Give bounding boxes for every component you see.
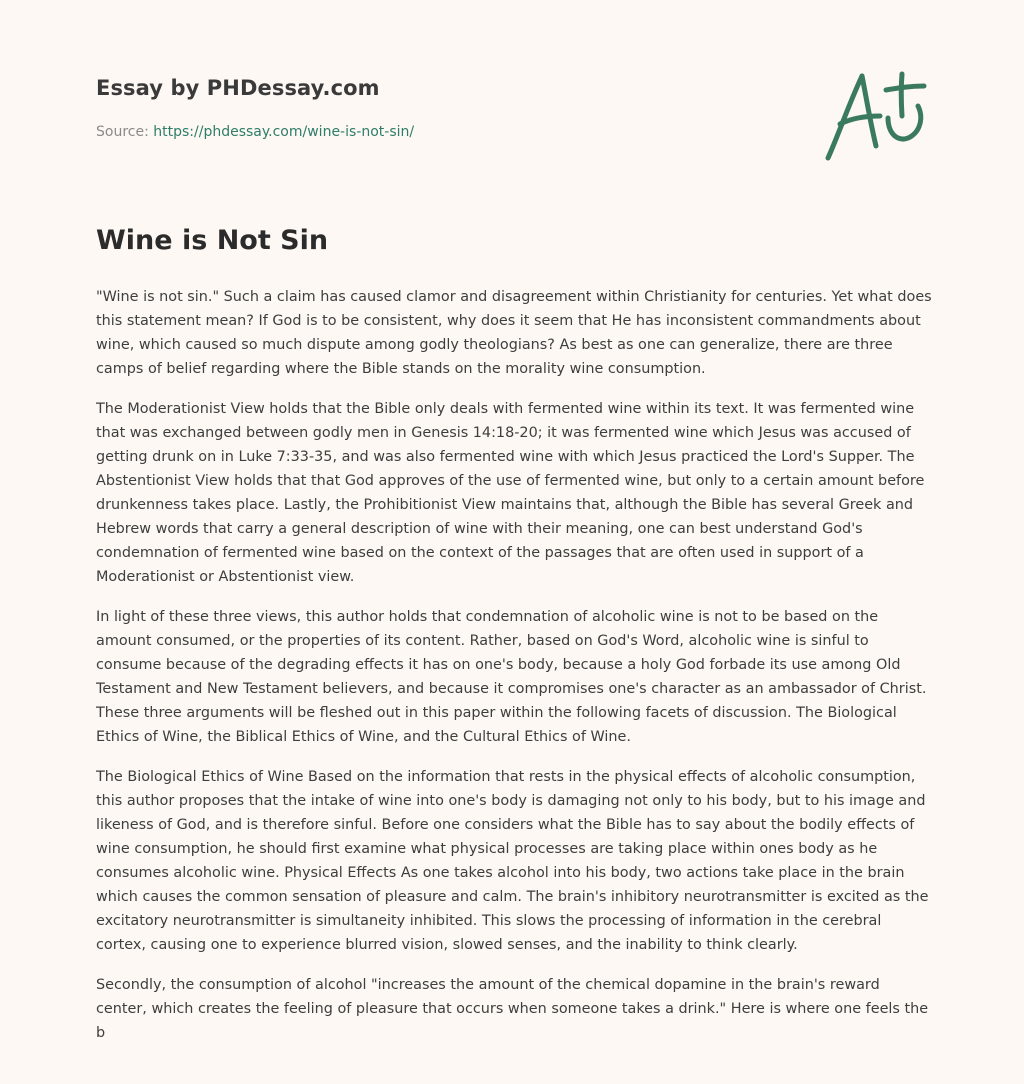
paragraph: The Moderationist View holds that the Bible only deals with fermented wine within its text. It was fermented wine that was exchanged between godly men in Genesis 14:18-20; it was fermented wine which Jesus was accused of getting drunk on in Luke 7:33-35, and was also fermented wine with which Jesus practiced the Lord's Supper. The Abstentionist View holds that that God approves of the use of fermented wine, but only to a certain amount before drunkenness takes place. Lastly, the Prohibitionist View maintains that, although the Bible has several Greek and Hebrew words that carry a general description of wine with their meaning, one can best understand God's condemnation of fermented wine based on the context of the passages that are often used in support of a Moderationist or Abstentionist view. xyxy=(96,401,925,585)
document-title: Wine is Not Sin xyxy=(96,225,329,256)
site-title: Essay by PHDessay.com xyxy=(96,76,380,100)
source-link[interactable]: https://phdessay.com/wine-is-not-sin/ xyxy=(153,124,415,140)
document-body xyxy=(96,285,932,1061)
source-line xyxy=(96,124,414,140)
logo-plus-vertical xyxy=(901,74,902,116)
a-plus-grade-logo xyxy=(818,66,930,166)
logo-plus-horizontal xyxy=(886,86,924,90)
paragraph: "Wine is not sin." Such a claim has caused clamor and disagreement within Christianity for centuries. Yet what does this statement mean? If God is to be consistent, why does it seem that He has inconsistent commandments about wine, which caused so much dispute among godly theologians? As best as one can generalize, there are three camps of belief regarding where the Bible stands on the morality wine consumption. xyxy=(96,289,932,377)
logo-plus-curl xyxy=(888,106,921,139)
paragraph: In light of these three views, this author holds that condemnation of alcoholic wine is not to be based on the amount consumed, or the properties of its content. Rather, based on God's Word, alcoholic wine is sinful to consume because of the degrading effects it has on one's body, because a holy God forbade its use among Old Testament and New Testament believers, and because it compromises one's character as an ambassador of Christ. These three arguments will be fleshed out in this paper within the following facets of discussion. The Biological Ethics of Wine, the Biblical Ethics of Wine, and the Cultural Ethics of Wine. xyxy=(96,609,927,745)
paragraph: The Biological Ethics of Wine Based on the information that rests in the physical effects of alcoholic consumption, this author proposes that the intake of wine into one's body is damaging not only to his body, but to his image and likeness of God, and is therefore sinful. Before one considers what the Bible has to say about the bodily effects of wine consumption, he should first examine what physical processes are taking place within ones body as he consumes alcoholic wine. Physical Effects As one takes alcohol into his body, two actions take place in the brain which causes the common sensation of pleasure and calm. The brain's inhibitory neurotransmitter is excited as the excitatory neurotransmitter is simultaneity inhibited. This slows the processing of information in the cerebral cortex, causing one to experience blurred vision, slowed senses, and the inability to think clearly. xyxy=(96,769,929,953)
source-label: Source: xyxy=(96,124,154,140)
logo-a-right-stroke xyxy=(862,76,876,146)
paragraph: Secondly, the consumption of alcohol "increases the amount of the chemical dopamine in the brain's reward center, which creates the feeling of pleasure that occurs when someone takes a drink." Here is where one feels the b xyxy=(96,977,929,1041)
